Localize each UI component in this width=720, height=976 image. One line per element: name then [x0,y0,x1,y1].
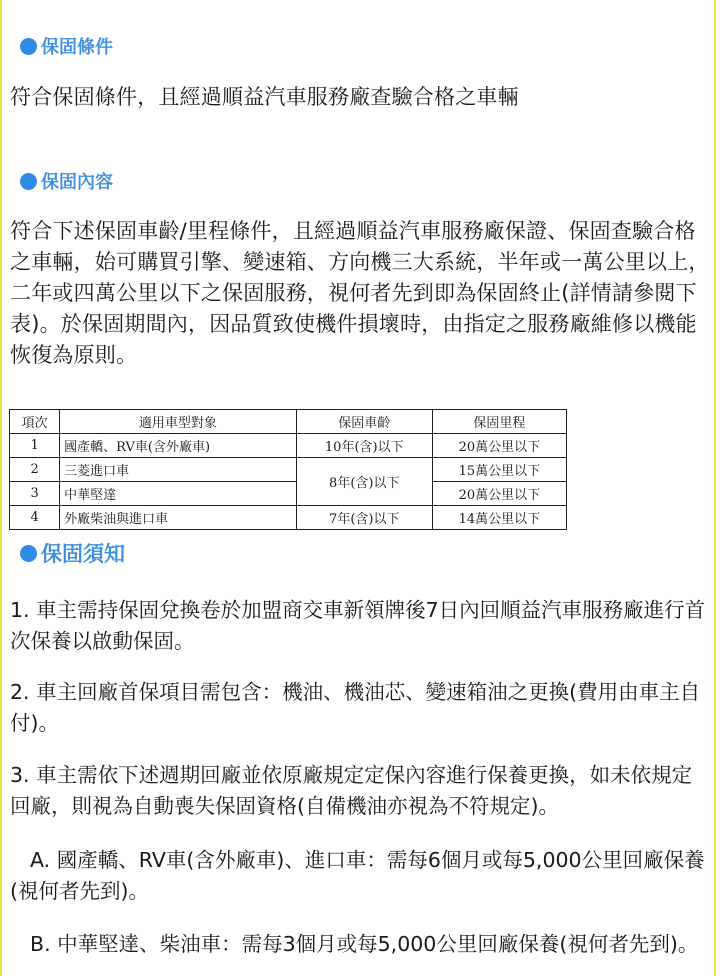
conditions-heading [20,33,113,59]
row-mileage: 15萬公里以下 [432,458,566,482]
row-age: 7年(含)以下 [296,506,432,530]
notes-heading [20,538,125,568]
row-no: 4 [10,506,60,530]
content-heading-label: 保固內容 [41,172,113,192]
note-1: 1. 車主需持保固兌換卷於加盟商交車新領牌後7日內回順益汽車服務廠進行首次保養以啟動保固。 [10,598,706,653]
note-a: A. 國產轎、RV車(含外廠車)、進口車：需每6個月或每5,000公里回廠保養(視何者先到)。 [10,848,705,903]
bullet-dot-icon [20,38,37,55]
row-mileage: 14萬公里以下 [432,506,566,530]
table-row [10,458,567,482]
table-row [10,434,567,458]
content-heading [20,168,113,194]
row-type: 外廠柴油與進口車 [60,506,297,530]
header-age: 保固車齡 [296,410,432,434]
table-row [10,506,567,530]
header-vehicle-type: 適用車型對象 [60,410,297,434]
table-header-row [10,410,567,434]
row-no: 1 [10,434,60,458]
bullet-dot-icon [20,545,37,562]
row-no: 3 [10,482,60,506]
content-text: 符合下述保固車齡/里程條件，且經過順益汽車服務廠保證、保固查驗合格之車輛，始可購買引擎、變速箱、方向機三大系統，半年或一萬公里以上，二年或四萬公里以下之保固服務，視何者先到即為保固終止(詳情請參閱下表)。於保固期間內，因品質致使機件損壞時，由指定之服務廠維修以機能恢復為原則。 [10,219,710,367]
row-type: 國產轎、RV車(含外廠車) [60,434,297,458]
header-mileage: 保固里程 [432,410,566,434]
table-row [10,482,567,506]
row-mileage: 20萬公里以下 [432,434,566,458]
row-type: 中華堅達 [60,482,297,506]
warranty-table [9,409,567,530]
row-mileage: 20萬公里以下 [432,482,566,506]
row-age: 8年(含)以下 [296,458,432,506]
conditions-text: 符合保固條件，且經過順益汽車服務廠查驗合格之車輛 [10,85,519,109]
row-age: 10年(含)以下 [296,434,432,458]
row-type: 三菱進口車 [60,458,297,482]
row-no: 2 [10,458,60,482]
note-2: 2. 車主回廠首保項目需包含：機油、機油芯、變速箱油之更換(費用由車主自付)。 [10,680,701,735]
bullet-dot-icon [20,173,37,190]
header-no: 項次 [10,410,60,434]
conditions-heading-label: 保固條件 [41,37,113,57]
notes-heading-label: 保固須知 [41,543,125,566]
note-b: B. 中華堅達、柴油車：需每3個月或每5,000公里回廠保養(視何者先到)。 [30,932,699,956]
note-3: 3. 車主需依下述週期回廠並依原廠規定定保內容進行保養更換，如未依規定回廠，則視為自動喪失保固資格(自備機油亦視為不符規定)。 [10,763,693,818]
